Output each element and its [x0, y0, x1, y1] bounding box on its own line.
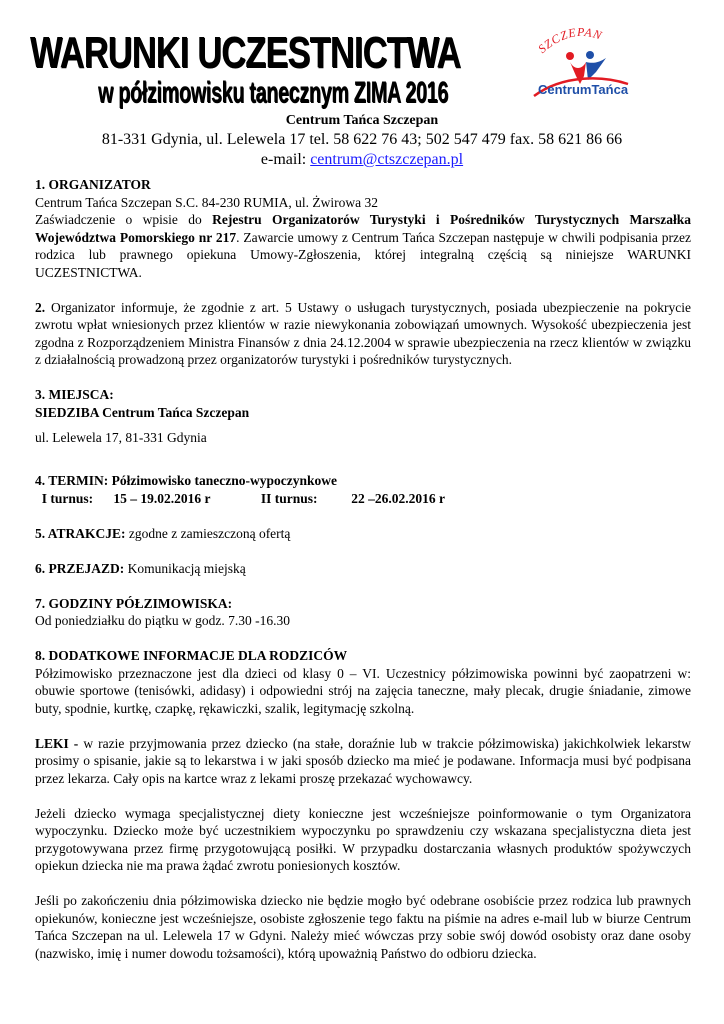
organizer-text-end: . Zawarcie umowy z Centrum Tańca Szczepan następuje w chwili podpisania przez rodzica lub prawnego opiekuna Umowy-Zgłoszenia, której integralną częścią są niniejsze WARUNKI UCZESTNICTWA. — [35, 229, 691, 280]
section-1-heading: 1. ORGANIZATOR — [35, 177, 151, 192]
venue-address: ul. Lelewela 17, 81-331 Gdynia — [35, 430, 207, 445]
company-name: Centrum Tańca Szczepan — [285, 113, 439, 128]
turnus-1-dates: 15 – 19.02.2016 r — [113, 490, 211, 506]
section-5-text: zgodne z zamieszczoną ofertą — [125, 525, 291, 541]
organizer-text: Zaświadczenie o wpisie do — [35, 212, 213, 227]
document-title: WARUNKI UCZESTNICTWA — [30, 28, 461, 77]
section-5-paragraph — [35, 525, 691, 543]
dancer-figure-icon — [586, 58, 606, 80]
turnus-1-label: I turnus: — [41, 490, 94, 506]
turnus-2-label: II turnus: — [260, 490, 318, 506]
section-6-paragraph — [35, 560, 691, 578]
registry-text: Rejestru Organizatorów Turystyki i Pośredników Turystycznych Marszałka Województwa Pomorskiego nr 217 — [35, 212, 691, 245]
section-7-heading: 7. GODZINY PÓŁZIMOWISKA: — [35, 595, 233, 611]
logo-bottom-text: CentrumTańca — [538, 82, 629, 97]
centrum-tanca-logo — [524, 18, 634, 110]
section-2-number: 2. — [35, 299, 46, 315]
organizer-paragraph — [35, 211, 691, 281]
section-2-paragraph — [35, 299, 691, 369]
turnus-2-dates: 22 –26.02.2016 r — [351, 490, 446, 506]
company-email-line — [0, 150, 724, 170]
section-2-text: Organizator informuje, że zgodnie z art. 5 Ustawy o usługach turystycznych, posiada ubezpieczenie na pokrycie zwrotu wpłat wniesionych przez klientów w razie niewykonania zobowiązań umownych. Wysokość ubezpieczenia jest zgodna z Rozporządzeniem Ministra Finansów z dnia 24.12.2004 w sprawie ubezpieczenia na rzecz klientów w związku z działalnością prowadzoną przez organizatorów turystyki i pośredników turystycznych. — [35, 299, 691, 367]
email-link[interactable]: centrum@ctszczepan.pl — [310, 151, 464, 168]
section-8-leki-paragraph — [35, 735, 691, 788]
leki-text: w razie przyjmowania przez dziecko (na stałe, doraźnie lub w trakcie półzimowiska) jakichkolwiek lekarstw prosimy o spisanie, jakie są to lekarstwa i w jaki sposób dziecko ma mieć je podawane. Informacja musi być podpisana przez lekarza. Cały opis na kartce wraz z lekami proszę przekazać wychowawcy. — [35, 735, 692, 786]
leki-label: LEKI - — [35, 735, 79, 751]
logo-top-text: SZCZEPAN — [535, 24, 605, 56]
section-7-text: Od poniedziałku do piątku w godz. 7.30 -16.30 — [35, 613, 290, 628]
company-address: 81-331 Gdynia, ul. Lelewela 17 tel. 58 622 76 43; 502 547 479 fax. 58 621 86 66 — [101, 131, 623, 148]
section-8-paragraph-4: Jeśli po zakończeniu dnia półzimowiska dziecko nie będzie mogło być odebrane osobiście przez rodzica lub prawnych opiekunów, konieczne jest wcześniejsze, osobiste zgłoszenie tego faktu na piśmie na adres e-mail lub w biurze Centrum Tańca Szczepan na ul. Lelewela 17 w Gdyni. Należy mieć wówczas przy sobie swój dowód osobisty oraz dane osoby (nazwisko, imię i numer dowodu tożsamości), którą upoważnią Państwo do odbioru dziecka. — [35, 893, 691, 961]
section-8-heading: 8. DODATKOWE INFORMACJE DLA RODZICÓW — [35, 648, 348, 663]
organizer-address: Centrum Tańca Szczepan S.C. 84-230 RUMIA, ul. Żwirowa 32 — [35, 194, 378, 210]
section-6-text: Komunikacją miejską — [124, 560, 246, 576]
email-label: e-mail: — [260, 151, 311, 168]
turnus-line — [35, 490, 691, 508]
dancer-head-icon — [566, 52, 574, 60]
section-4-heading: 4. TERMIN: Półzimowisko taneczno-wypoczynkowe — [35, 473, 337, 488]
dancer-head-icon — [586, 51, 594, 59]
section-5-label: 5. ATRAKCJE: — [35, 525, 126, 541]
document-subtitle: w półzimowisku tanecznym ZIMA 2016 — [98, 76, 449, 109]
venue-name: SIEDZIBA Centrum Tańca Szczepan — [35, 404, 250, 420]
section-6-label: 6. PRZEJAZD: — [35, 560, 125, 576]
section-3-heading: 3. MIEJSCA: — [35, 387, 114, 402]
section-8-paragraph-1: Półzimowisko przeznaczone jest dla dzieci od klasy 0 – VI. Uczestnicy półzimowiska powinni być zaopatrzeni w: obuwie sportowe (tenisówki, adidasy) i odpowiedni strój na zajęcia taneczne, mały plecak, drugie śniadanie, zimowe buty, spodnie, kurtkę, czapkę, rękawiczki, szalik, legitymację szkolną. — [35, 665, 691, 716]
document-body — [35, 176, 691, 962]
section-8-paragraph-3: Jeżeli dziecko wymaga specjalistycznej diety konieczne jest wcześniejsze poinformowanie o tym Organizatora wypoczynku. Dziecko może być uczestnikiem wypoczynku po sprawdzeniu czy wskazana specjalistyczna dieta jest przygotowywana przez firmę przygotowującą posiłki. W przypadku dostarczania własnych produktów spożywczych opiekun dziecka nie ma prawa żądać zwrotu poniesionych kosztów. — [35, 805, 691, 873]
